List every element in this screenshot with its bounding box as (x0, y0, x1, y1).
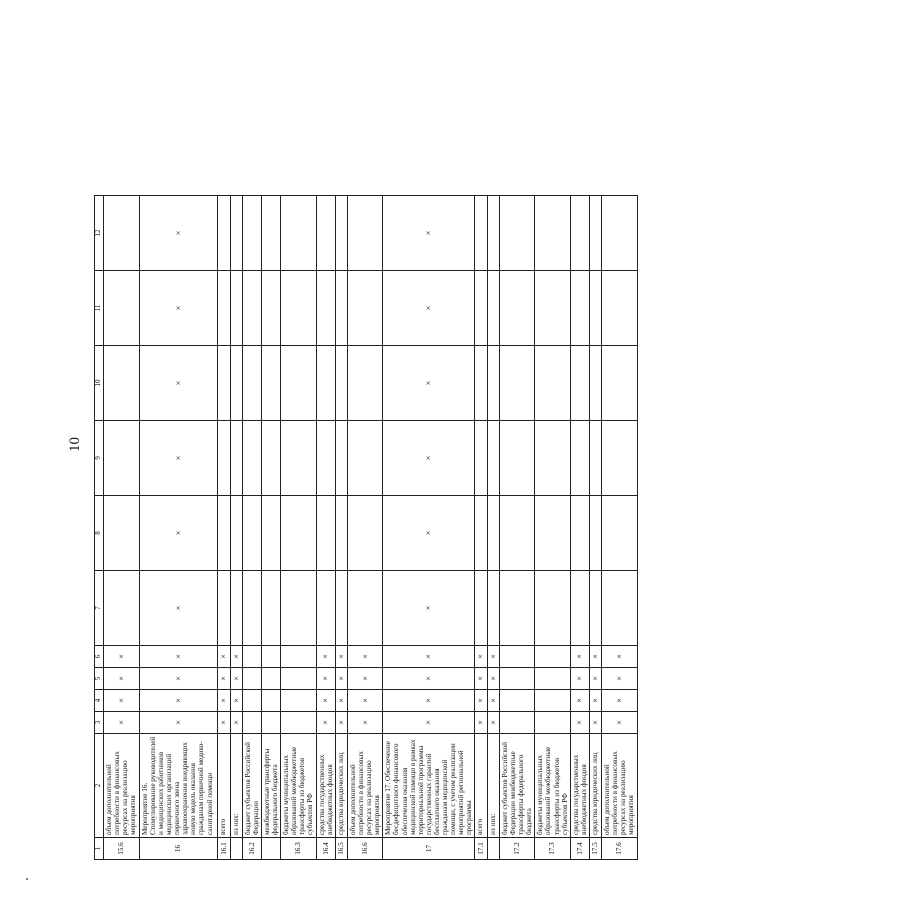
row-description: бюджеты муниципальных образований межбюджетные трансферты из бюджетов субъектов РФ (535, 734, 570, 838)
value-cell (281, 668, 316, 690)
value-cell (243, 196, 262, 271)
value-cell: × (140, 271, 218, 346)
header-cell: 7 (95, 571, 104, 646)
value-cell: × (487, 646, 500, 668)
value-cell (348, 571, 383, 646)
value-cell (281, 271, 316, 346)
table-row (383, 196, 475, 860)
budget-table (94, 195, 638, 860)
value-cell (348, 271, 383, 346)
header-cell: 9 (95, 421, 104, 496)
row-number: 17 (383, 838, 475, 860)
header-cell: 11 (95, 271, 104, 346)
value-cell (348, 496, 383, 571)
header-cell: 3 (95, 712, 104, 734)
value-cell (487, 571, 500, 646)
value-cell (500, 646, 535, 668)
value-cell: × (140, 196, 218, 271)
row-description: бюджеты муниципальных образований межбюджетные трансферты из бюджетов субъектов РФ (281, 734, 316, 838)
value-cell: × (335, 712, 348, 734)
header-cell: 1 (95, 838, 104, 860)
value-cell: × (383, 421, 475, 496)
value-cell: × (140, 712, 218, 734)
value-cell (243, 271, 262, 346)
value-cell (487, 496, 500, 571)
value-cell: × (383, 271, 475, 346)
value-cell (535, 496, 570, 571)
value-cell (230, 196, 243, 271)
value-cell: × (383, 646, 475, 668)
value-cell (602, 346, 637, 421)
value-cell: × (335, 668, 348, 690)
value-cell (104, 271, 140, 346)
row-description: Мероприятие 16. Стимулирование руководителей и медицинских работников медицинских организаций первичного звена здравоохранения внедряющих новую модель оказания гражданам первичной медико-санитарной помощи (140, 734, 218, 838)
value-cell (281, 496, 316, 571)
header-cell: 2 (95, 734, 104, 838)
value-cell (262, 346, 281, 421)
row-number: 17.4 (570, 838, 589, 860)
value-cell (535, 196, 570, 271)
value-cell: × (383, 496, 475, 571)
value-cell (243, 690, 262, 712)
value-cell (316, 346, 335, 421)
row-description: объем дополнительной потребности в финансовых ресурсах на реализацию мероприятия (602, 734, 637, 838)
row-number: 16.6 (348, 838, 383, 860)
value-cell: × (383, 712, 475, 734)
value-cell (602, 421, 637, 496)
value-cell: × (104, 712, 140, 734)
value-cell: × (383, 346, 475, 421)
value-cell: × (348, 690, 383, 712)
value-cell (589, 421, 602, 496)
value-cell (230, 496, 243, 571)
value-cell: × (140, 668, 218, 690)
value-cell (500, 712, 535, 734)
value-cell: × (475, 668, 488, 690)
value-cell: × (348, 646, 383, 668)
value-cell (281, 690, 316, 712)
table-row (348, 196, 383, 860)
row-description: средства государственных внебюджетных фондов (570, 734, 589, 838)
value-cell: × (140, 571, 218, 646)
value-cell (243, 571, 262, 646)
value-cell (589, 346, 602, 421)
table-row (262, 196, 281, 860)
value-cell (475, 346, 488, 421)
table-row (243, 196, 262, 860)
value-cell (589, 196, 602, 271)
value-cell (262, 668, 281, 690)
value-cell: × (487, 690, 500, 712)
value-cell: × (602, 646, 637, 668)
value-cell (281, 196, 316, 271)
value-cell (570, 271, 589, 346)
value-cell (589, 496, 602, 571)
value-cell: × (383, 571, 475, 646)
row-number: 16.4 (316, 838, 335, 860)
value-cell (589, 271, 602, 346)
row-description: межбюджетные трансферты федерального бюджета (262, 734, 281, 838)
value-cell (500, 346, 535, 421)
value-cell (218, 346, 231, 421)
value-cell (500, 571, 535, 646)
value-cell (281, 571, 316, 646)
value-cell: × (230, 690, 243, 712)
value-cell (243, 346, 262, 421)
value-cell (262, 196, 281, 271)
value-cell (335, 271, 348, 346)
row-number: 17.3 (535, 838, 570, 860)
value-cell (262, 271, 281, 346)
row-number: 16 (140, 838, 218, 860)
value-cell (230, 271, 243, 346)
value-cell (104, 496, 140, 571)
value-cell (602, 271, 637, 346)
value-cell: × (218, 712, 231, 734)
table-row (475, 196, 488, 860)
value-cell (487, 346, 500, 421)
value-cell (589, 571, 602, 646)
value-cell (335, 496, 348, 571)
value-cell (243, 421, 262, 496)
value-cell (243, 668, 262, 690)
row-number (230, 838, 243, 860)
table-row (535, 196, 570, 860)
value-cell (570, 196, 589, 271)
row-description: средства государственных внебюджетных фондов (316, 734, 335, 838)
row-description: из них: (487, 734, 500, 838)
value-cell (316, 196, 335, 271)
table-row (602, 196, 637, 860)
table-row (230, 196, 243, 860)
value-cell: × (230, 668, 243, 690)
row-description: бюджет субъектов Российской Федерации межбюджетные трансферты федерального бюджета (500, 734, 535, 838)
value-cell (335, 421, 348, 496)
value-cell: × (140, 690, 218, 712)
value-cell (218, 571, 231, 646)
header-row (95, 196, 104, 860)
value-cell (535, 571, 570, 646)
value-cell: × (589, 646, 602, 668)
value-cell (243, 496, 262, 571)
value-cell (243, 646, 262, 668)
value-cell (262, 421, 281, 496)
value-cell: × (218, 690, 231, 712)
value-cell (570, 346, 589, 421)
value-cell (348, 346, 383, 421)
value-cell (348, 421, 383, 496)
table-row (104, 196, 140, 860)
value-cell: × (383, 668, 475, 690)
value-cell (316, 271, 335, 346)
value-cell: × (589, 668, 602, 690)
value-cell (500, 496, 535, 571)
value-cell (218, 271, 231, 346)
value-cell: × (104, 690, 140, 712)
value-cell: × (218, 668, 231, 690)
rotated-table-holder (94, 229, 910, 860)
value-cell (475, 271, 488, 346)
value-cell (281, 646, 316, 668)
table-row (500, 196, 535, 860)
value-cell (316, 496, 335, 571)
value-cell: × (316, 690, 335, 712)
value-cell: × (383, 690, 475, 712)
value-cell (535, 346, 570, 421)
row-number: 16.2 (243, 838, 262, 860)
value-cell (602, 196, 637, 271)
value-cell (602, 496, 637, 571)
value-cell: × (316, 646, 335, 668)
value-cell (500, 668, 535, 690)
value-cell (535, 690, 570, 712)
table-row (335, 196, 348, 860)
value-cell (262, 690, 281, 712)
value-cell: × (218, 646, 231, 668)
value-cell (335, 346, 348, 421)
header-cell: 4 (95, 690, 104, 712)
row-description: средства юридических лиц (335, 734, 348, 838)
value-cell (262, 571, 281, 646)
row-number: 16.5 (335, 838, 348, 860)
value-cell (316, 421, 335, 496)
value-cell (230, 346, 243, 421)
header-cell: 10 (95, 346, 104, 421)
value-cell: × (602, 690, 637, 712)
value-cell: × (348, 712, 383, 734)
value-cell: × (140, 646, 218, 668)
value-cell (475, 421, 488, 496)
value-cell (104, 421, 140, 496)
table-row (140, 196, 218, 860)
value-cell (535, 712, 570, 734)
table-row (218, 196, 231, 860)
value-cell (218, 496, 231, 571)
value-cell (475, 196, 488, 271)
table-row (570, 196, 589, 860)
value-cell: × (230, 712, 243, 734)
value-cell (535, 271, 570, 346)
value-cell: × (316, 712, 335, 734)
value-cell (243, 712, 262, 734)
value-cell (535, 421, 570, 496)
value-cell: × (104, 646, 140, 668)
value-cell (281, 421, 316, 496)
value-cell (500, 421, 535, 496)
value-cell (335, 571, 348, 646)
value-cell: × (316, 668, 335, 690)
value-cell: × (602, 712, 637, 734)
page-number: 10 (67, 437, 83, 452)
value-cell (104, 571, 140, 646)
row-number: 17.2 (500, 838, 535, 860)
row-number (262, 838, 281, 860)
value-cell: × (487, 668, 500, 690)
value-cell (535, 646, 570, 668)
value-cell (335, 196, 348, 271)
table-row (589, 196, 602, 860)
value-cell: × (475, 690, 488, 712)
row-description: из них: (230, 734, 243, 838)
value-cell (348, 196, 383, 271)
value-cell (218, 196, 231, 271)
value-cell (104, 196, 140, 271)
value-cell (281, 346, 316, 421)
value-cell (500, 196, 535, 271)
value-cell (487, 196, 500, 271)
value-cell (281, 712, 316, 734)
row-number: 17.5 (589, 838, 602, 860)
value-cell (535, 668, 570, 690)
value-cell: × (348, 668, 383, 690)
value-cell: × (589, 712, 602, 734)
header-cell: 8 (95, 496, 104, 571)
row-description: Мероприятие 17. Обеспечение бесдефицитного финансового обеспечения оказания медицинской помощи в рамках территориальной программы государственных гарантий бесплатного оказания гражданам медицинской помощи, с учетом реализации мероприятий региональной программы (383, 734, 475, 838)
header-cell: 12 (95, 196, 104, 271)
value-cell: × (140, 346, 218, 421)
value-cell (230, 421, 243, 496)
value-cell: × (570, 712, 589, 734)
value-cell: × (104, 668, 140, 690)
header-cell: 6 (95, 646, 104, 668)
value-cell: × (383, 196, 475, 271)
value-cell (316, 571, 335, 646)
row-number: 15.6 (104, 838, 140, 860)
value-cell (475, 496, 488, 571)
row-description: средства юридических лиц (589, 734, 602, 838)
value-cell: × (475, 646, 488, 668)
table-row (281, 196, 316, 860)
value-cell: × (140, 421, 218, 496)
value-cell (570, 421, 589, 496)
value-cell: × (570, 690, 589, 712)
value-cell (475, 571, 488, 646)
value-cell (104, 346, 140, 421)
value-cell: × (602, 668, 637, 690)
value-cell (602, 571, 637, 646)
header-cell: 5 (95, 668, 104, 690)
value-cell: × (140, 496, 218, 571)
value-cell (570, 496, 589, 571)
row-description: бюджет субъектов Российской Федерации (243, 734, 262, 838)
row-number: 16.3 (281, 838, 316, 860)
value-cell (500, 690, 535, 712)
row-number: 16.1 (218, 838, 231, 860)
value-cell (262, 712, 281, 734)
table-row (316, 196, 335, 860)
value-cell: × (589, 690, 602, 712)
value-cell (262, 646, 281, 668)
value-cell (570, 571, 589, 646)
value-cell: × (230, 646, 243, 668)
table-row (487, 196, 500, 860)
row-description: объем дополнительной потребности в финансовых ресурсах на реализацию мероприятия (348, 734, 383, 838)
value-cell: × (487, 712, 500, 734)
value-cell: × (570, 668, 589, 690)
value-cell: × (335, 646, 348, 668)
row-description: объем дополнительной потребности в финансовых ресурсах на реализацию мероприятия (104, 734, 140, 838)
value-cell (230, 571, 243, 646)
value-cell (487, 421, 500, 496)
value-cell: × (475, 712, 488, 734)
row-number: 17.6 (602, 838, 637, 860)
row-number: 17.1 (475, 838, 488, 860)
row-description: всего (218, 734, 231, 838)
value-cell (218, 421, 231, 496)
value-cell: × (570, 646, 589, 668)
row-description: всего (475, 734, 488, 838)
value-cell (487, 271, 500, 346)
value-cell: × (335, 690, 348, 712)
value-cell (262, 496, 281, 571)
value-cell (500, 271, 535, 346)
row-number (487, 838, 500, 860)
scan-speck (26, 878, 28, 880)
